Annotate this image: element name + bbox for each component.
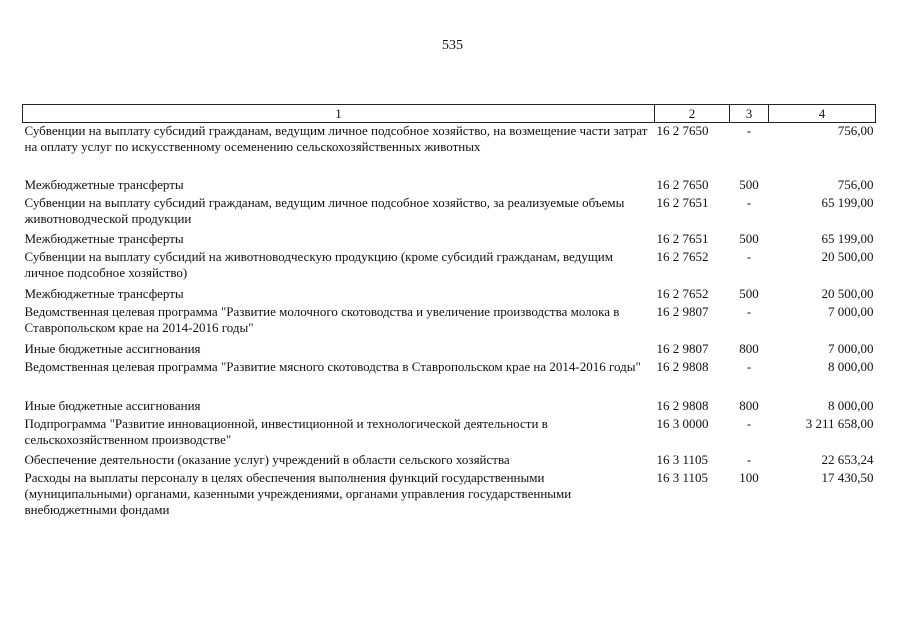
column-header-2: 2	[655, 105, 730, 123]
row-amount: 20 500,00	[821, 248, 874, 264]
table-row	[23, 177, 876, 195]
row-expense-type: -	[746, 451, 752, 467]
row-code: 16 2 7650	[656, 176, 709, 192]
row-expense-type: 800	[739, 397, 759, 413]
row-amount: 7 000,00	[828, 303, 874, 319]
table-row	[23, 231, 876, 249]
table-row	[23, 416, 876, 452]
row-code: 16 2 7651	[656, 194, 709, 210]
column-header-4: 4	[769, 105, 876, 123]
table-row	[23, 195, 876, 231]
row-code: 16 2 9808	[656, 397, 709, 413]
row-code: 16 2 7650	[656, 123, 709, 138]
row-name: Иные бюджетные ассигнования	[24, 340, 201, 356]
table-row	[23, 470, 876, 524]
row-code: 16 3 1105	[656, 451, 709, 467]
row-expense-type: -	[746, 358, 752, 374]
budget-table	[22, 104, 876, 524]
row-expense-type: 800	[739, 340, 759, 356]
row-amount: 8 000,00	[828, 358, 874, 374]
table-row	[23, 286, 876, 304]
row-expense-type: -	[746, 303, 752, 319]
row-amount: 8 000,00	[828, 397, 874, 413]
row-amount: 22 653,24	[821, 451, 874, 467]
row-expense-type: 500	[739, 285, 759, 301]
row-expense-type: 500	[739, 230, 759, 246]
row-amount: 3 211 658,00	[805, 415, 874, 431]
row-amount: 20 500,00	[821, 285, 874, 301]
row-code: 16 2 7652	[656, 248, 709, 264]
table-row	[23, 304, 876, 341]
table-row	[23, 123, 876, 177]
row-code: 16 2 9807	[656, 303, 709, 319]
row-code: 16 2 7652	[656, 285, 709, 301]
row-name: Субвенции на выплату субсидий на животноводческую продукцию (кроме субсидий гражданам, ведущим личное подсобное хозяйство)	[24, 248, 613, 280]
row-expense-type: -	[746, 415, 752, 431]
row-name: Иные бюджетные ассигнования	[24, 397, 201, 413]
row-amount: 65 199,00	[821, 194, 874, 210]
column-header-1: 1	[23, 105, 655, 123]
row-code: 16 3 0000	[656, 415, 709, 431]
row-name: Подпрограмма "Развитие инновационной, инвестиционной и технологической деятельности в сельскохозяйственном производстве"	[24, 415, 548, 447]
row-expense-type: 500	[739, 176, 759, 192]
row-name: Межбюджетные трансферты	[24, 230, 184, 246]
row-name: Межбюджетные трансферты	[24, 285, 184, 301]
column-number-row	[23, 105, 876, 123]
row-amount: 756,00	[837, 176, 874, 192]
table-row	[23, 341, 876, 359]
row-amount: 7 000,00	[828, 340, 874, 356]
table-row	[23, 398, 876, 416]
row-expense-type: -	[746, 194, 752, 210]
page-number: 535	[442, 38, 463, 53]
row-code: 16 2 9807	[656, 340, 709, 356]
row-amount: 756,00	[837, 123, 874, 138]
row-amount: 17 430,50	[821, 469, 874, 485]
row-name: Ведомственная целевая программа "Развитие мясного скотоводства в Ставропольском крае на 2014-2016 годы"	[24, 358, 641, 374]
row-name: Субвенции на выплату субсидий гражданам, ведущим личное подсобное хозяйство, на возмещение части затрат на оплату услуг по искусственному осеменению сельскохозяйственных животных	[24, 123, 648, 154]
row-amount: 65 199,00	[821, 230, 874, 246]
row-expense-type: -	[746, 123, 752, 138]
table-row	[23, 452, 876, 470]
row-code: 16 2 9808	[656, 358, 709, 374]
row-name: Субвенции на выплату субсидий гражданам, ведущим личное подсобное хозяйство, за реализуемые объемы животноводческой продукции	[24, 194, 625, 226]
row-expense-type: 100	[739, 469, 759, 485]
row-expense-type: -	[746, 248, 752, 264]
row-name: Межбюджетные трансферты	[24, 176, 184, 192]
table-row	[23, 359, 876, 398]
row-code: 16 2 7651	[656, 230, 709, 246]
column-header-3: 3	[730, 105, 769, 123]
row-name: Расходы на выплаты персоналу в целях обеспечения выполнения функций государственными (муниципальными) органами, казенными учреждениями, органами управления государственными внебюджетными фондами	[24, 469, 572, 517]
row-code: 16 3 1105	[656, 469, 709, 485]
row-name: Обеспечение деятельности (оказание услуг) учреждений в области сельского хозяйства	[24, 451, 510, 467]
row-name: Ведомственная целевая программа "Развитие молочного скотоводства и увеличение производства молока в Ставропольском крае на 2014-2016 годы"	[24, 303, 620, 335]
table-row	[23, 249, 876, 286]
